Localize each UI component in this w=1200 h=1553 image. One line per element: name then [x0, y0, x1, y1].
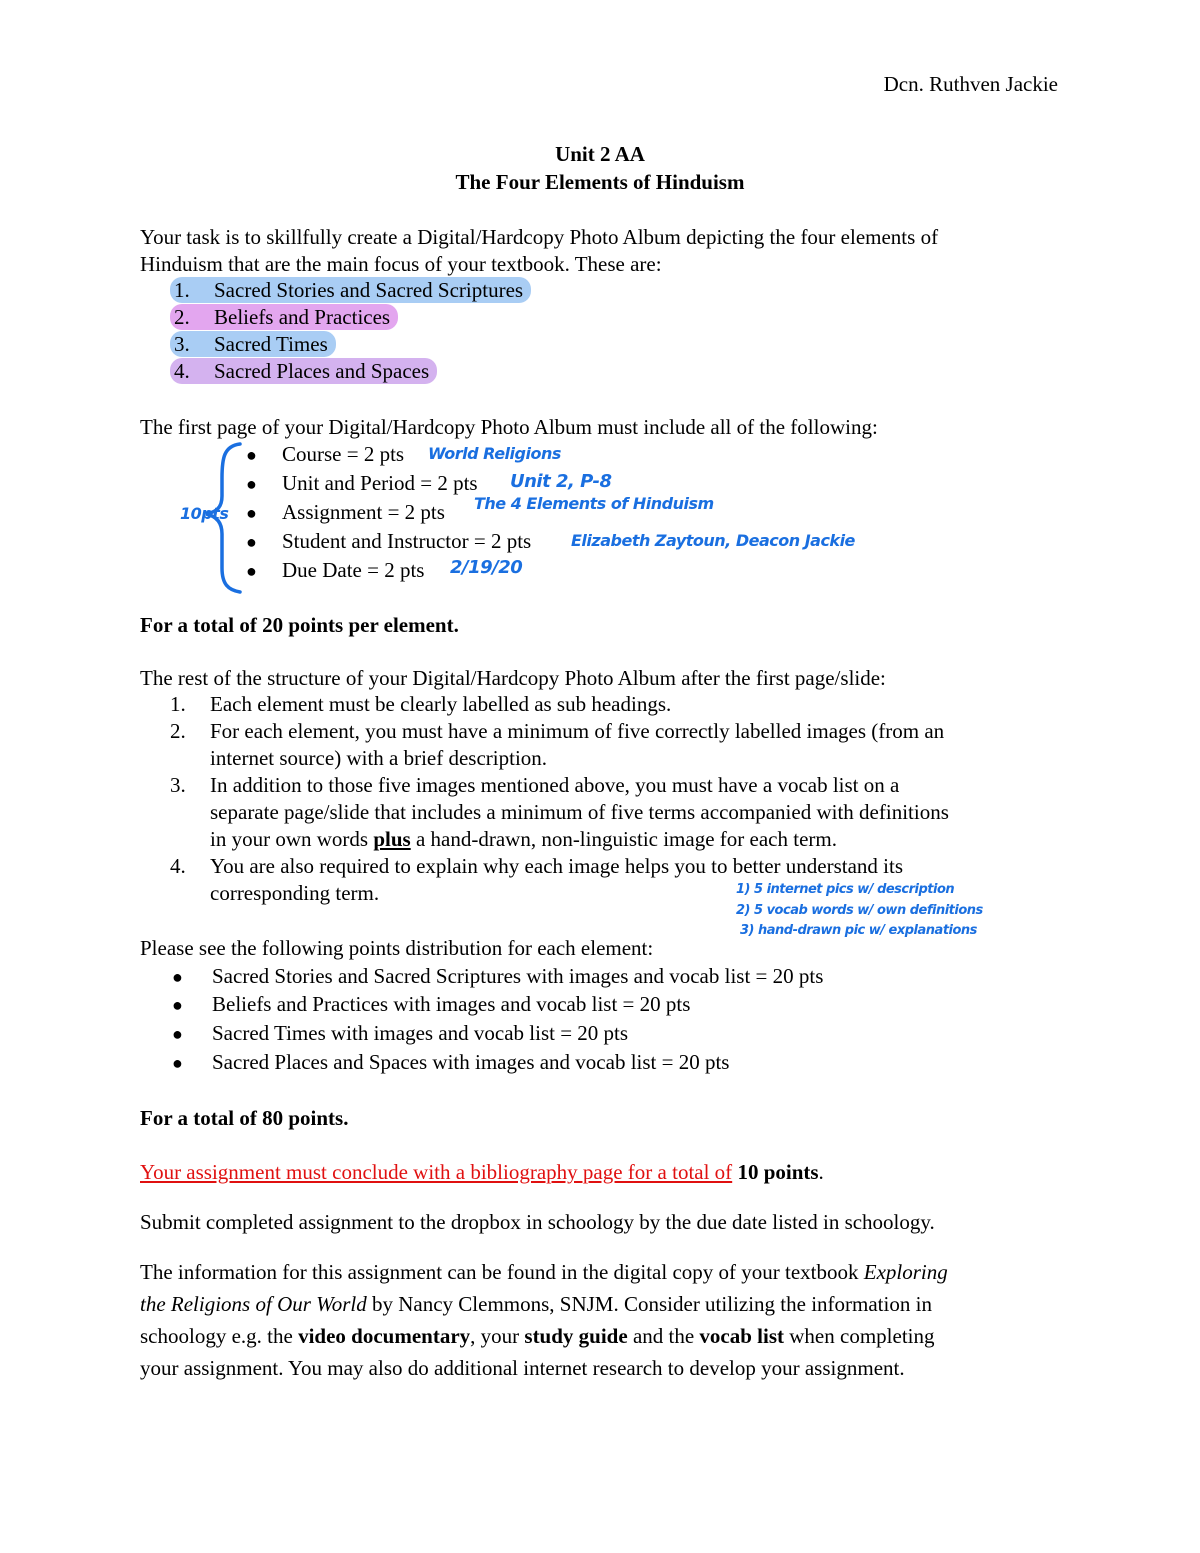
distribution-item: ● Beliefs and Practices with images and vocab list = 20 pts: [172, 992, 691, 1016]
first-page-item: ● Due Date = 2 pts: [246, 558, 425, 582]
first-page-intro: The first page of your Digital/Hardcopy Photo Album must include all of the following:: [140, 415, 878, 439]
info-line-2: the Religions of Our World by Nancy Clemmons, SNJM. Consider utilizing the information in: [140, 1292, 932, 1316]
structure-item-cont: in your own words plus a hand-drawn, non-linguistic image for each term.: [210, 827, 837, 851]
handwritten-note: World Religions: [428, 444, 561, 463]
highlight: 4. Sacred Places and Spaces: [170, 358, 437, 384]
brace-note: 10pts: [180, 504, 229, 523]
info-line-3: schoology e.g. the video documentary, your study guide and the vocab list when completing: [140, 1324, 935, 1348]
handwritten-note: Unit 2, P-8: [510, 471, 612, 492]
distribution-intro: Please see the following points distribution for each element:: [140, 936, 654, 960]
element-item: [170, 332, 336, 357]
distribution-total: For a total of 80 points.: [140, 1106, 349, 1130]
distribution-item: ● Sacred Places and Spaces with images and vocab list = 20 pts: [172, 1050, 730, 1074]
handwritten-note: 2) 5 vocab words w/ own definitions: [736, 903, 983, 918]
distribution-item: ● Sacred Stories and Sacred Scriptures with images and vocab list = 20 pts: [172, 964, 824, 988]
handwritten-note: 3) hand-drawn pic w/ explanations: [740, 923, 977, 938]
element-item: [170, 359, 437, 384]
highlight: 3. Sacred Times: [170, 331, 336, 357]
info-line-1: The information for this assignment can be found in the digital copy of your textbook Exploring: [140, 1260, 948, 1284]
highlight: 2. Beliefs and Practices: [170, 304, 398, 330]
element-item: [170, 305, 398, 330]
info-line-4: your assignment. You may also do additional internet research to develop your assignment.: [140, 1356, 905, 1380]
document-title: The Four Elements of Hinduism: [455, 170, 745, 194]
first-page-item: ● Course = 2 pts: [246, 442, 405, 466]
first-page-item: ● Student and Instructor = 2 pts: [246, 529, 532, 553]
first-page-item: ● Assignment = 2 pts: [246, 500, 445, 524]
handwritten-note: Elizabeth Zaytoun, Deacon Jackie: [571, 531, 855, 550]
intro-line-2: Hinduism that are the main focus of your textbook. These are:: [140, 252, 662, 276]
distribution-item: ● Sacred Times with images and vocab list = 20 pts: [172, 1021, 629, 1045]
structure-item-cont: internet source) with a brief description.: [210, 746, 548, 770]
intro-line-1: Your task is to skillfully create a Digital/Hardcopy Photo Album depicting the four elements of: [140, 225, 939, 249]
highlight: 1. Sacred Stories and Sacred Scriptures: [170, 277, 531, 303]
unit-title: Unit 2 AA: [555, 142, 645, 166]
structure-item: 4. You are also required to explain why each image helps you to better understand its: [170, 854, 904, 878]
handwritten-note: 1) 5 internet pics w/ description: [736, 882, 955, 897]
structure-item-cont: separate page/slide that includes a minimum of five terms accompanied with definitions: [210, 800, 949, 824]
structure-item: 2. For each element, you must have a minimum of five correctly labelled images (from an: [170, 719, 945, 743]
element-item: [170, 278, 531, 303]
structure-item: 1. Each element must be clearly labelled as sub headings.: [170, 692, 672, 716]
handwritten-note: The 4 Elements of Hinduism: [474, 494, 714, 513]
structure-intro: The rest of the structure of your Digital/Hardcopy Photo Album after the first page/slide:: [140, 666, 886, 690]
bibliography-line: Your assignment must conclude with a bibliography page for a total of 10 points.: [140, 1160, 824, 1184]
structure-item: 3. In addition to those five images mentioned above, you must have a vocab list on a: [170, 773, 900, 797]
structure-item-cont: corresponding term.: [210, 881, 380, 905]
first-page-total: For a total of 20 points per element.: [140, 613, 459, 637]
handwritten-note: 2/19/20: [450, 557, 523, 578]
submit-line: Submit completed assignment to the dropbox in schoology by the due date listed in schoology.: [140, 1210, 935, 1234]
first-page-item: ● Unit and Period = 2 pts: [246, 471, 478, 495]
author-name: Dcn. Ruthven Jackie: [883, 72, 1058, 96]
